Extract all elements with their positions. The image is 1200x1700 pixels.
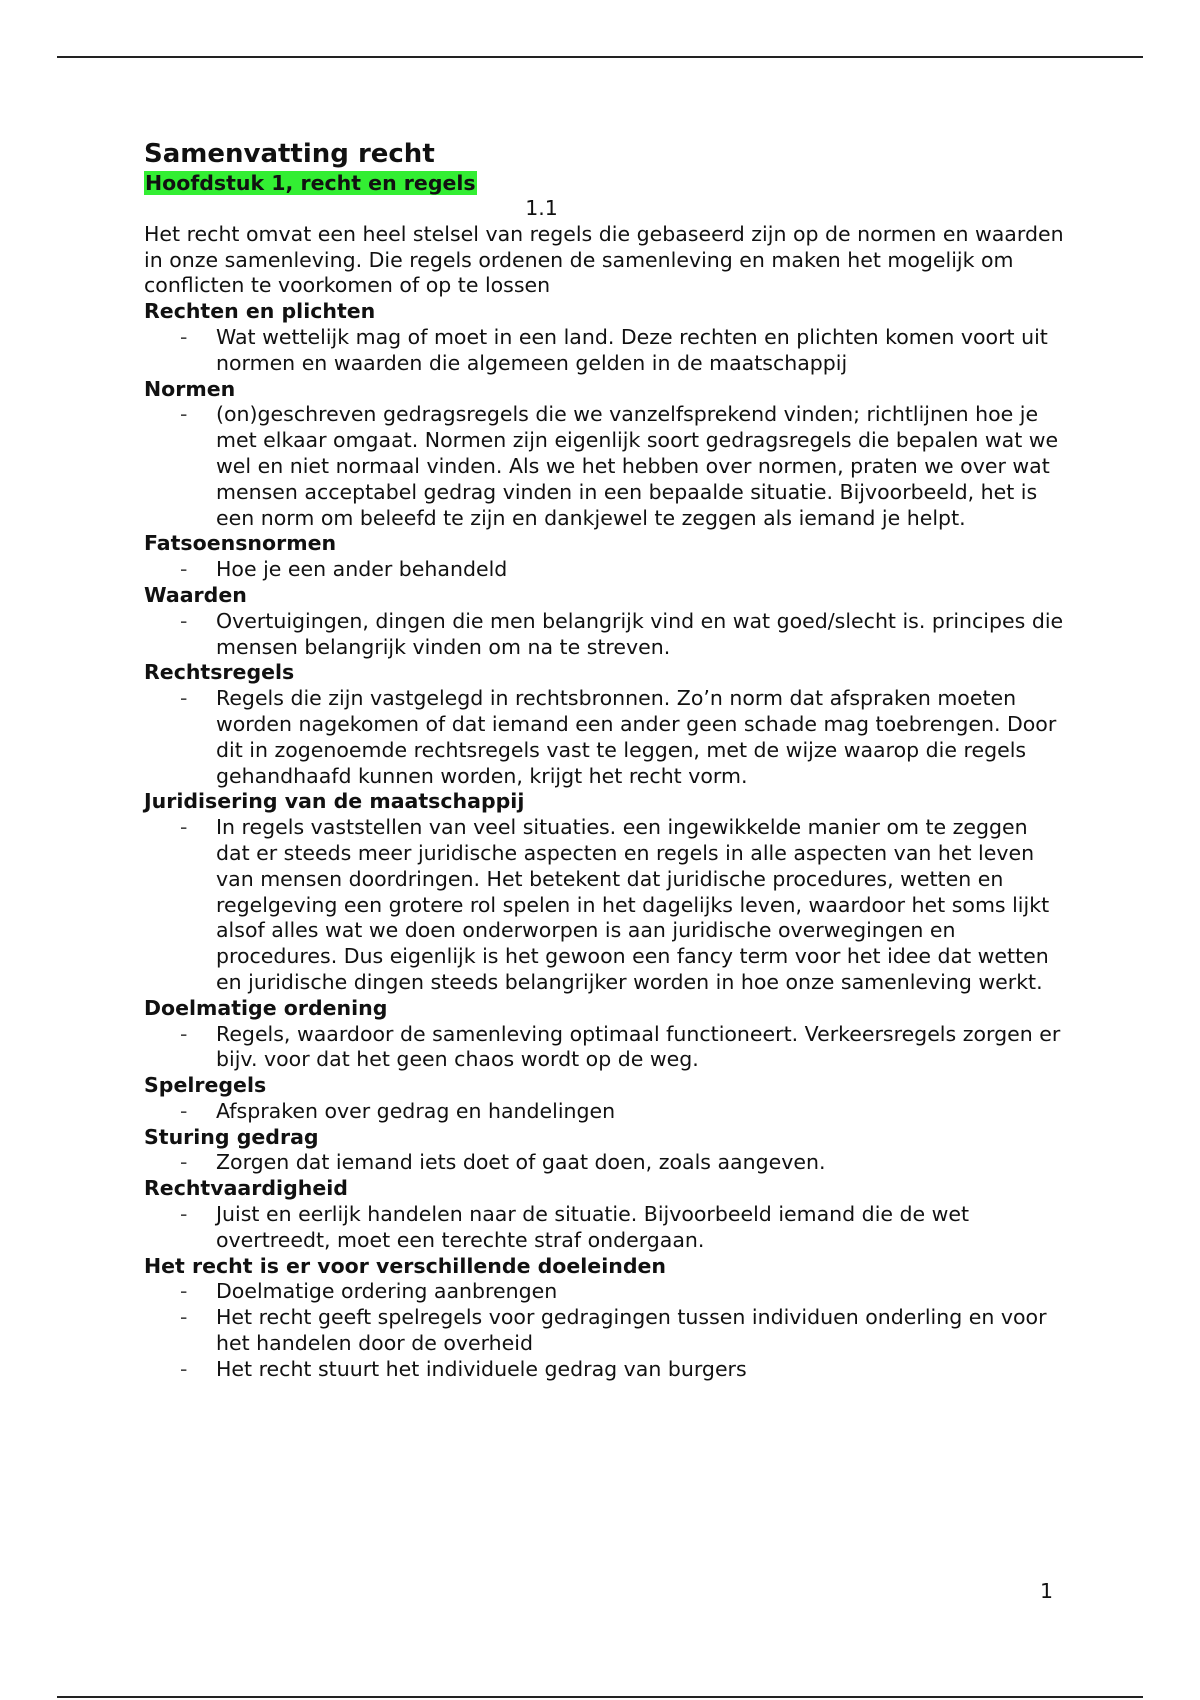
section-term: Rechtsregels xyxy=(144,660,295,685)
bullet-dash: - xyxy=(180,686,188,711)
list-item xyxy=(144,815,1064,996)
list-item xyxy=(144,609,1064,661)
section-term: Rechtvaardigheid xyxy=(144,1176,348,1201)
bullet-dash: - xyxy=(180,1150,188,1175)
bullet-list xyxy=(144,402,1064,531)
bullet-dash: - xyxy=(180,1098,188,1123)
bullet-text: Regels die zijn vastgelegd in rechtsbronnen. Zo’n norm dat afspraken moeten worden nagekomen of dat iemand een ander geen schade mag toebrengen. Door dit in zogenoemde rechtsregels vast te leggen, met de wijze waarop die regels gehandhaafd kunnen worden, krijgt het recht vorm. xyxy=(216,686,1057,788)
bullet-text: Overtuigingen, dingen die men belangrijk vind en wat goed/slecht is. principes die mensen belangrijk vinden om na te streven. xyxy=(216,608,1064,659)
list-item xyxy=(144,686,1064,789)
bullet-list xyxy=(144,686,1064,789)
page-content xyxy=(144,138,1064,1383)
bullet-list xyxy=(144,325,1064,377)
bullet-text: In regels vaststellen van veel situaties. een ingewikkelde manier om te zeggen dat er steeds meer juridische aspecten en regels in alle aspecten van het leven van mensen doordringen. Het betekent dat juridische procedures, wetten en regelgeving een grotere rol spelen in het dagelijks leven, waardoor het soms lijkt alsof alles wat we doen onderworpen is aan juridische overwegingen en procedures. Dus eigenlijk is het gewoon een fancy term voor het idee dat wetten en juridische dingen steeds belangrijker worden in hoe onze samenleving werkt. xyxy=(216,815,1050,994)
list-item xyxy=(144,1357,1064,1383)
bullet-list xyxy=(144,1150,1064,1176)
section-term: Spelregels xyxy=(144,1073,267,1098)
list-item xyxy=(144,1305,1064,1357)
document-title: Samenvatting recht xyxy=(144,139,435,169)
bullet-list xyxy=(144,1022,1064,1074)
bullet-text: Juist en eerlijk handelen naar de situatie. Bijvoorbeeld iemand die de wet overtreedt, moet een terechte straf ondergaan. xyxy=(216,1202,970,1252)
bullet-text: Wat wettelijk mag of moet in een land. Deze rechten en plichten komen voort uit normen en waarden die algemeen gelden in de maatschappij xyxy=(216,324,1048,375)
section-term: Sturing gedrag xyxy=(144,1124,319,1149)
bullet-text: Het recht geeft spelregels voor gedragingen tussen individuen onderling en voor het handelen door de overheid xyxy=(216,1305,1047,1356)
intro-paragraph: Het recht omvat een heel stelsel van regels die gebaseerd zijn op de normen en waarden in onze samenleving. Die regels ordenen de samenleving en maken het mogelijk om conflicten te voorkomen of op te lossen xyxy=(144,221,1064,298)
bullet-dash: - xyxy=(180,1279,188,1304)
section-term: Fatsoensnormen xyxy=(144,531,337,556)
bullet-dash: - xyxy=(180,1356,188,1381)
list-item xyxy=(144,325,1064,377)
list-item xyxy=(144,1099,1064,1125)
bullet-list xyxy=(144,1099,1064,1125)
section-term: Het recht is er voor verschillende doeleinden xyxy=(144,1253,666,1278)
section-term: Doelmatige ordening xyxy=(144,995,388,1020)
section-number: 1.1 xyxy=(525,196,558,220)
bullet-dash: - xyxy=(180,1021,188,1046)
bullet-list xyxy=(144,1279,1064,1382)
bullet-list xyxy=(144,815,1064,996)
list-item xyxy=(144,557,1064,583)
bullet-text: Regels, waardoor de samenleving optimaal functioneert. Verkeersregels zorgen er bijv. voor dat het geen chaos wordt op de weg. xyxy=(216,1021,1061,1072)
list-item xyxy=(144,1279,1064,1305)
section-term: Normen xyxy=(144,376,236,401)
bullet-text: Het recht stuurt het individuele gedrag van burgers xyxy=(216,1356,747,1381)
bullet-dash: - xyxy=(180,402,188,427)
section-term: Juridisering van de maatschappij xyxy=(144,789,525,814)
bullet-dash: - xyxy=(180,815,188,840)
page-number: 1 xyxy=(1040,1579,1054,1603)
chapter-heading-line xyxy=(144,170,1064,196)
section-term: Waarden xyxy=(144,582,247,607)
footer-rule xyxy=(57,1696,1143,1698)
bullet-text: Afspraken over gedrag en handelingen xyxy=(216,1098,616,1123)
list-item xyxy=(144,402,1064,531)
chapter-heading: Hoofdstuk 1, recht en regels xyxy=(145,171,476,195)
bullet-list xyxy=(144,1202,1064,1254)
bullet-text: (on)geschreven gedragsregels die we vanzelfsprekend vinden; richtlijnen hoe je met elkaar omgaat. Normen zijn eigenlijk soort gedragsregels die bepalen wat we wel en niet normaal vinden. Als we het hebben over normen, praten we over wat mensen acceptabel gedrag vinden in een bepaalde situatie. Bijvoorbeeld, het is een norm om beleefd te zijn en dankjewel te zeggen als iemand je helpt. xyxy=(216,402,1059,530)
section-term: Rechten en plichten xyxy=(144,299,376,324)
sections xyxy=(144,299,1064,1382)
bullet-dash: - xyxy=(180,1202,188,1227)
list-item xyxy=(144,1150,1064,1176)
bullet-dash: - xyxy=(180,324,188,349)
bullet-text: Doelmatige ordering aanbrengen xyxy=(216,1279,558,1304)
bullet-text: Hoe je een ander behandeld xyxy=(216,557,508,582)
bullet-list xyxy=(144,557,1064,583)
bullet-dash: - xyxy=(180,608,188,633)
bullet-list xyxy=(144,609,1064,661)
bullet-dash: - xyxy=(180,1305,188,1330)
bullet-text: Zorgen dat iemand iets doet of gaat doen, zoals aangeven. xyxy=(216,1150,826,1175)
bullet-dash: - xyxy=(180,557,188,582)
header-rule xyxy=(57,56,1143,58)
list-item xyxy=(144,1022,1064,1074)
list-item xyxy=(144,1202,1064,1254)
